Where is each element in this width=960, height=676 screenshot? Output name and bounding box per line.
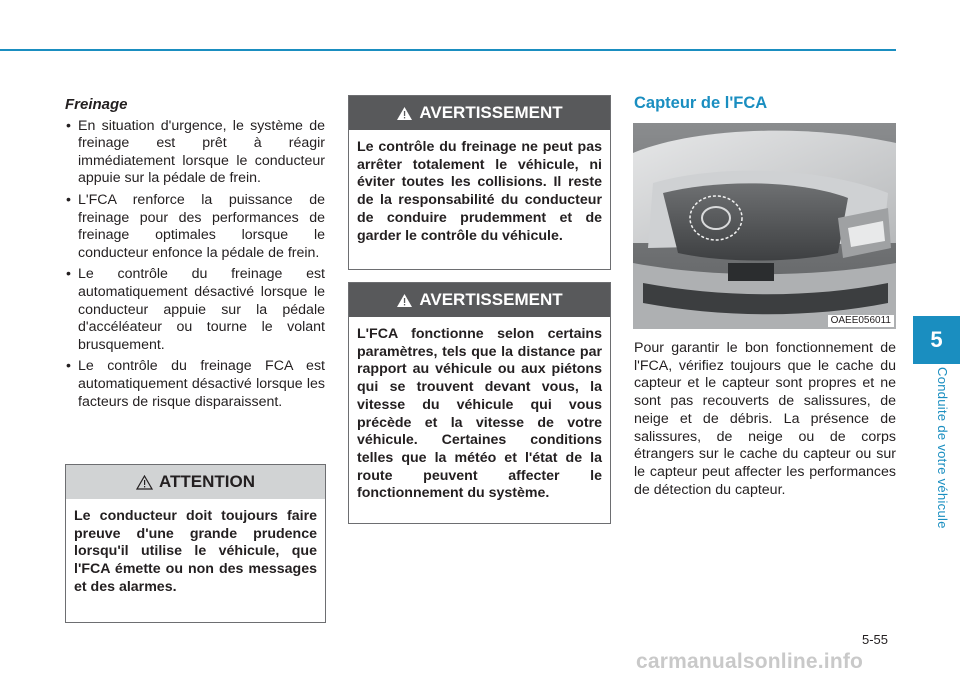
warning-header-2 [349, 283, 610, 317]
page-number: 5-55 [862, 632, 889, 647]
warning-title-2: AVERTISSEMENT [419, 290, 563, 309]
warning-header-1 [349, 96, 610, 130]
warning-triangle-icon [396, 106, 413, 121]
car-front-illustration [633, 123, 896, 329]
attention-title: ATTENTION [158, 472, 255, 491]
bullet-item: • Le contrôle du freinage est automatiquement désactivé lorsque le conducteur appuie sur la pédale d'accéléateur ou tourne le volant brusquement. [65, 266, 325, 354]
attention-box [65, 464, 326, 623]
warning-body-2: L'FCA fonctionne selon certains paramètres, tels que la distance par rapport au véhicule ou aux piétons qui se trouvent devant vous, la vitesse du véhicule qui vous précède et la vitesse de votre véhicule. Certaines conditions telles que la météo et l'état de la route peuvent affecter le fonctionnement du système. [357, 326, 602, 502]
top-rule [0, 49, 896, 51]
car-front-photo [633, 123, 896, 329]
chapter-tab: 5 [913, 316, 960, 364]
image-code: OAEE056011 [828, 315, 894, 327]
warning-box-2 [348, 282, 611, 524]
warning-body-1: Le contrôle du freinage ne peut pas arrêter totalement le véhicule, ni éviter toutes les collisions. Il reste de la responsabilité du conducteur de conduire prudemment et de garder le contrôle du véhicule. [357, 139, 602, 244]
section-heading-freinage: Freinage [65, 96, 128, 113]
left-column [65, 96, 325, 415]
bullet-item: • L'FCA renforce la puissance de freinage pour des performances de freinage optimales lorsque le conducteur enfonce la pédale de frein. [65, 192, 325, 262]
attention-header [66, 465, 325, 499]
chapter-label: Conduite de votre véhicule [935, 367, 950, 529]
caution-triangle-icon [136, 475, 153, 490]
bullet-item: • Le contrôle du freinage FCA est automatiquement désactivé lorsque les facteurs de risque disparaissent. [65, 358, 325, 411]
bullet-list [65, 118, 325, 412]
section-title-capteur: Capteur de l'FCA [634, 94, 768, 112]
capteur-paragraph: Pour garantir le bon fonctionnement de l'FCA, vérifiez toujours que le cache du capteur et le capteur sont propres et ne sont pas recouverts de salissures, de neige et de débris. La présence de salissures, de neige ou de corps étrangers sur le cache du capteur ou sur le capteur peut affecter les performances de détection du capteur. [634, 340, 896, 498]
warning-title-1: AVERTISSEMENT [419, 103, 563, 122]
attention-body: Le conducteur doit toujours faire preuve d'une grande prudence lorsqu'il utilise le véhicule, que l'FCA émette ou non des messages et des alarmes. [74, 508, 317, 595]
bullet-item: • En situation d'urgence, le système de freinage est prêt à réagir immédiatement lorsque le conducteur appuie sur la pédale de frein. [65, 118, 325, 188]
warning-triangle-icon [396, 293, 413, 308]
warning-box-1 [348, 95, 611, 270]
watermark: carmanualsonline.info [636, 650, 864, 673]
